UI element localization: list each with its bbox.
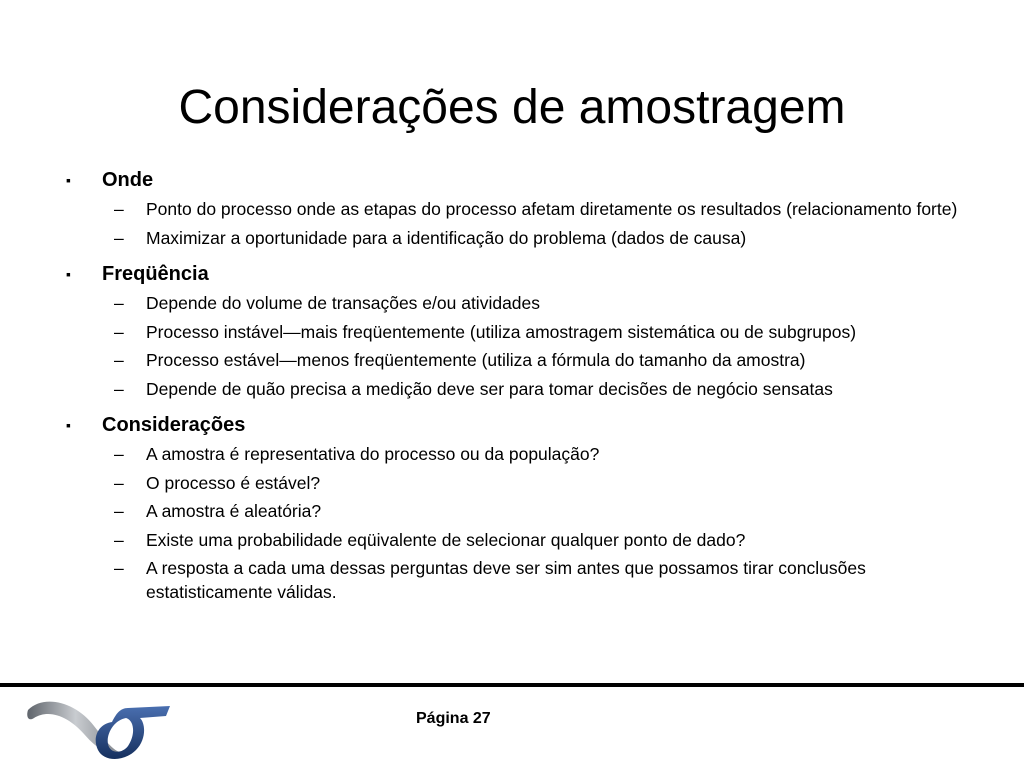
list-item-text: Maximizar a oportunidade para a identificação do problema (dados de causa) xyxy=(146,227,747,248)
list-item xyxy=(64,529,984,553)
list-item-text: O processo é estável? xyxy=(146,472,321,493)
page-number: Página 27 xyxy=(416,710,491,727)
dash-bullet-icon: – xyxy=(114,529,124,550)
logo-sigma xyxy=(96,706,170,759)
sub-list xyxy=(64,443,984,604)
slide-body xyxy=(64,166,984,614)
list-item xyxy=(64,378,984,402)
slide-title: Considerações de amostragem xyxy=(178,81,846,134)
dash-bullet-icon: – xyxy=(114,472,124,493)
section-heading xyxy=(64,411,984,439)
list-item xyxy=(64,321,984,345)
list-item-text: A resposta a cada uma dessas perguntas deve ser sim antes que possamos tirar conclusões estatisticamente válidas. xyxy=(146,558,866,602)
section-heading-label: Freqüência xyxy=(102,263,209,285)
list-item xyxy=(64,443,984,467)
list-item xyxy=(64,472,984,496)
list-item-text: Processo instável—mais freqüentemente (utiliza amostragem sistemática ou de subgrupos) xyxy=(146,321,857,342)
dash-bullet-icon: – xyxy=(114,199,124,219)
list-item xyxy=(64,198,984,222)
list-item xyxy=(64,227,984,251)
dash-bullet-icon: – xyxy=(114,378,124,399)
section-frequencia xyxy=(64,260,984,401)
dash-bullet-icon: – xyxy=(114,558,124,578)
section-heading xyxy=(64,260,984,288)
list-item-text: Depende de quão precisa a medição deve ser para tomar decisões de negócio sensatas xyxy=(146,378,833,399)
dash-bullet-icon: – xyxy=(114,227,124,248)
sub-list xyxy=(64,198,984,250)
dash-bullet-icon: – xyxy=(114,444,124,464)
list-item-text: Ponto do processo onde as etapas do processo afetam diretamente os resultados (relacionamento forte) xyxy=(146,199,958,219)
section-onde xyxy=(64,166,984,250)
square-bullet-icon: ▪ xyxy=(66,417,71,433)
section-heading xyxy=(64,166,984,194)
list-item xyxy=(64,500,984,524)
list-item-text: Existe uma probabilidade eqüivalente de selecionar qualquer ponto de dado? xyxy=(146,529,746,550)
square-bullet-icon: ▪ xyxy=(66,266,71,282)
section-consideracoes xyxy=(64,411,984,604)
list-item-text: Processo estável—menos freqüentemente (utiliza a fórmula do tamanho da amostra) xyxy=(146,350,806,370)
sigma-logo-icon xyxy=(24,692,174,766)
square-bullet-icon: ▪ xyxy=(66,172,71,188)
dash-bullet-icon: – xyxy=(114,501,124,521)
sub-list xyxy=(64,292,984,401)
footer-divider xyxy=(0,683,1024,687)
list-item-text: Depende do volume de transações e/ou atividades xyxy=(146,293,541,313)
list-item xyxy=(64,557,984,604)
list-item-text: A amostra é aleatória? xyxy=(146,501,322,521)
dash-bullet-icon: – xyxy=(114,350,124,370)
section-heading-label: Considerações xyxy=(102,414,246,436)
list-item xyxy=(64,292,984,316)
list-item xyxy=(64,349,984,373)
dash-bullet-icon: – xyxy=(114,293,124,313)
list-item-text: A amostra é representativa do processo ou da população? xyxy=(146,444,600,464)
dash-bullet-icon: – xyxy=(114,321,124,342)
section-heading-label: Onde xyxy=(102,169,154,191)
